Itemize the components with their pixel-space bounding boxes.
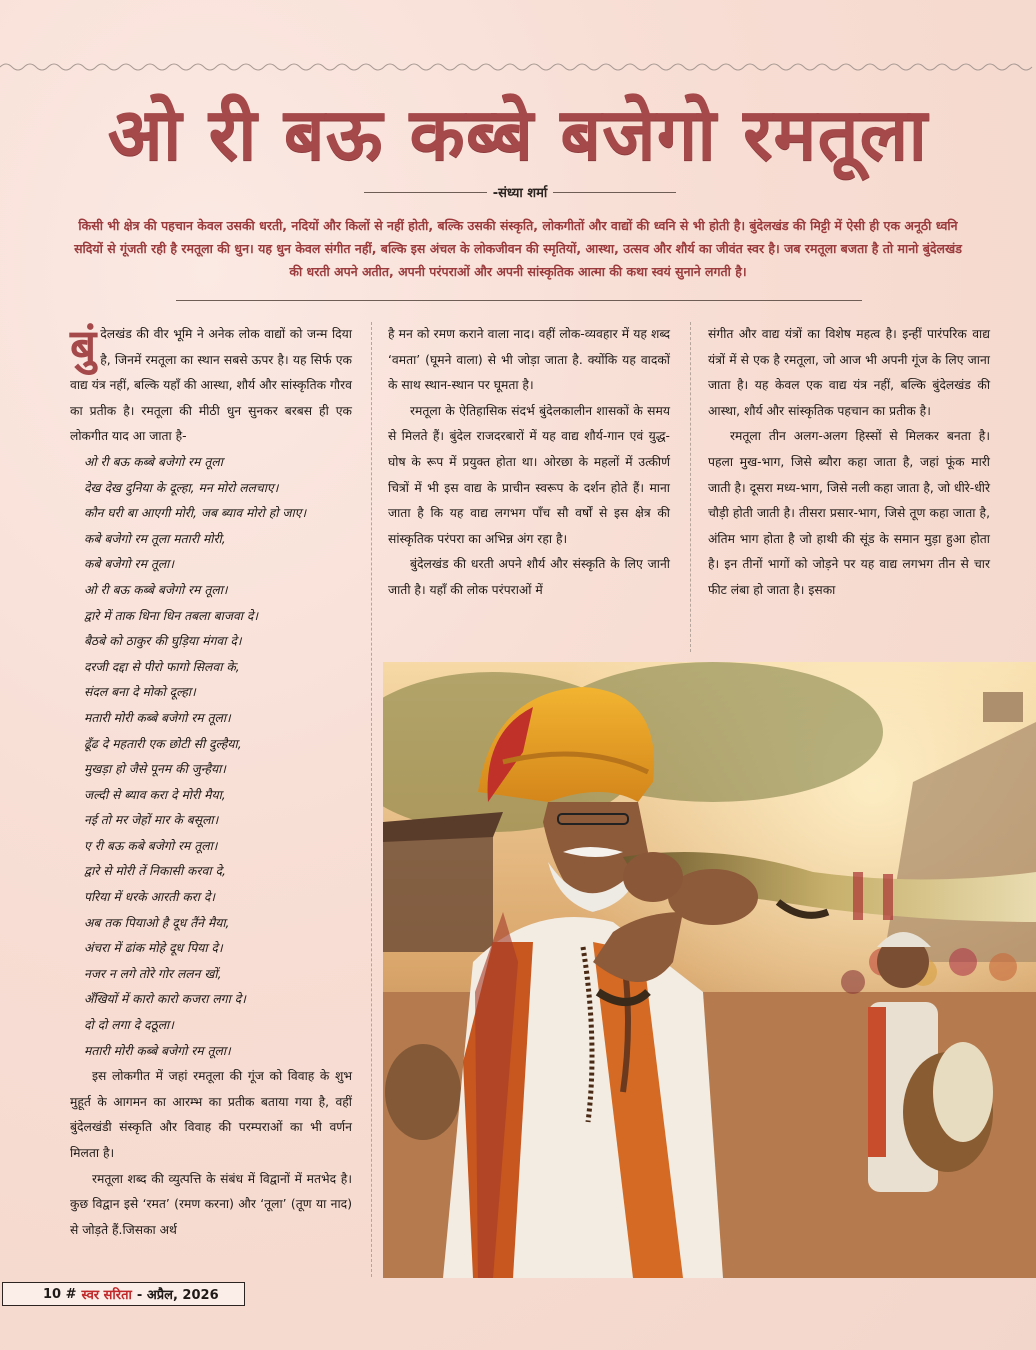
body-paragraph: इस लोकगीत में जहां रमतूला की गूंज को विवाह के शुभ मुहूर्त के आगमन का आरम्भ का प्रतीक बताया गया है, वहीं बुंदेलखंडी संस्कृति और विवाह की परम्पराओं का भी वर्णन मिलता है। bbox=[70, 1069, 352, 1160]
poem-line: जल्दी से ब्याव करा दे मोरी मैया, bbox=[84, 787, 226, 802]
column-divider-1 bbox=[371, 322, 372, 1277]
poem-line: अब तक पियाओ है दूध तैंने मैया, bbox=[84, 915, 230, 930]
issue-date: - अप्रैल, 2026 bbox=[136, 1288, 219, 1303]
column-1 bbox=[70, 319, 352, 1243]
body-paragraph: बुंदेलखंड की धरती अपने शौर्य और संस्कृति के लिए जानी जाती है। यहाँ की लोक परंपराओं में bbox=[388, 557, 670, 597]
body-paragraph: रमतूला के ऐतिहासिक संदर्भ बुंदेलकालीन शासकों के समय से मिलते हैं। बुंदेल राजदरबारों में यह वाद्य शौर्य-गान एवं युद्ध-घोष के रूप में प्रयुक्त होता था। ओरछा के महलों में उत्कीर्ण चित्रों में भी इस वाद्य के प्राचीन स्वरूप के दर्शन होते हैं। माना जाता है कि यह वाद्य लगभग पाँच सौ वर्षों से इस क्षेत्र की सांस्कृतिक परंपरा का अभिन्न अंग रहा है। bbox=[388, 403, 670, 546]
poem-line: दरजी दद्दा से पीरो फागो सिलवा के, bbox=[84, 659, 240, 674]
byline-left-rule bbox=[364, 192, 487, 193]
column-divider-2 bbox=[690, 322, 691, 652]
poem-line: मुखड़ा हो जैसे पूनम की जुन्हैया। bbox=[84, 762, 226, 777]
page-number: 10 # bbox=[43, 1286, 77, 1302]
photo-illustration bbox=[383, 662, 1036, 1278]
intro-divider bbox=[176, 300, 862, 301]
page-footer bbox=[2, 1282, 245, 1306]
poem-line: ए री बऊ कबे बजेगो रम तूला। bbox=[84, 838, 218, 853]
poem-line: अंचरा में ढांक मोहे दूध पिया दे। bbox=[84, 941, 223, 956]
top-wave-border bbox=[0, 60, 1036, 74]
byline-right-rule bbox=[553, 192, 676, 193]
body-paragraph: संगीत और वाद्य यंत्रों का विशेष महत्व है। इन्हीं पारंपरिक वाद्य यंत्रों में से एक है रमतूला, जो आज भी अपनी गूंज के लिए जाना जाता है। यह केवल एक वाद्य यंत्र नहीं, बल्कि बुंदेलखंड की आस्था, शौर्य और सांस्कृतिक पहचान का प्रतीक है। bbox=[708, 327, 990, 418]
magazine-name: स्वर सरिता bbox=[81, 1288, 132, 1303]
poem-line: कबे बजेगो रम तूला मतारी मोरी, bbox=[84, 531, 226, 546]
poem-line: अँखियों में कारो कारो कजरा लगा दे। bbox=[84, 992, 246, 1007]
poem-line: मतारी मोरी कब्बे बजेगो रम तूला। bbox=[84, 710, 231, 725]
poem-line: ओ री बऊ कब्बे बजेगो रम तूला bbox=[84, 454, 223, 469]
author-byline: -संध्या शर्मा bbox=[492, 186, 548, 201]
poem-line: कबे बजेगो रम तूला। bbox=[84, 557, 175, 572]
poem-line: द्वारे में ताक धिना धिन तबला बाजवा दे। bbox=[84, 608, 259, 623]
poem-line: परिया में धरके आरती करा दे। bbox=[84, 890, 216, 905]
poem-line: ढूँढ दे महतारी एक छोटी सी दुल्हैया, bbox=[84, 736, 242, 751]
poem-line: दो दो लगा दे दठूला। bbox=[84, 1018, 174, 1033]
column-2 bbox=[388, 322, 670, 604]
poem-line: कौन घरी बा आएगी मोरी, जब ब्याव मोरो हो जाए। bbox=[84, 506, 307, 521]
opening-text: देलखंड की वीर भूमि ने अनेक लोक वाद्यों को जन्म दिया है, जिनमें रमतूला का स्थान सबसे ऊपर है। यह सिर्फ एक वाद्य यंत्र नहीं, बल्कि यहाँ की आस्था, शौर्य और सांस्कृतिक गौरव का प्रतीक है। रमतूला की मीठी धुन सुनकर बरबस ही एक लोकगीत याद आ जाता है- bbox=[70, 327, 352, 444]
poem-line: ओ री बऊ कब्बे बजेगो रम तूला। bbox=[84, 582, 228, 597]
opening-paragraph bbox=[70, 319, 352, 450]
drop-cap: बुं bbox=[70, 319, 97, 373]
poem-line: नई तो मर जेहों मार के बसूला। bbox=[84, 813, 219, 828]
column-3 bbox=[708, 322, 990, 604]
body-paragraph: रमतूला तीन अलग-अलग हिस्सों से मिलकर बनता है। पहला मुख-भाग, जिसे ब्यौरा कहा जाता है, जहां फूंक मारी जाती है। दूसरा मध्य-भाग, जिसे नली कहा जाता है, जो धीरे-धीरे चौड़ी होती जाती है। तीसरा प्रसार-भाग, जिसे तूण कहा जाता है, अंतिम भाग होता है जो हाथी की सूंड के समान मुड़ा हुआ होता है। इन तीनों भागों को जोड़ने पर यह वाद्य लगभग तीन से चार फीट लंबा हो जाता है। इसका bbox=[708, 429, 990, 597]
poem-line: मतारी मोरी कब्बे बजेगो रम तूला। bbox=[84, 1043, 231, 1058]
body-paragraph: रमतूला शब्द की व्युत्पत्ति के संबंध में विद्वानों में मतभेद है। कुछ विद्वान इसे ‘रमत’ (रमण करना) और ‘तूला’ (तूण या नाद) से जोड़ते हैं.जिसका अर्थ bbox=[70, 1171, 352, 1237]
byline-row bbox=[364, 182, 676, 202]
poem-line: नजर न लगे तोरे गोर ललन खों, bbox=[84, 966, 222, 981]
poem-line: द्वारे से मोरी तें निकासी करवा दे, bbox=[84, 864, 226, 879]
ramtula-player-photo bbox=[383, 662, 1036, 1278]
poem-line: बैठबे को ठाकुर की घुड़िया मंगवा दे। bbox=[84, 634, 242, 649]
poem-line: संदल बना दे मोको दूल्हा। bbox=[84, 685, 196, 700]
poem-line: देख देख दुनिया के दूल्हा, मन मोरो ललचाए। bbox=[84, 480, 279, 495]
body-paragraph: है मन को रमण कराने वाला नाद। वहीं लोक-व्यवहार में यह शब्द ‘वमता’ (घूमने वाला) से भी जोड़ा जाता है. क्योंकि यह वादकों के साथ स्थान-स्थान पर घूमता है। bbox=[388, 327, 670, 393]
article-title: ओ री बऊ कब्बे बजेगो रमतूला bbox=[107, 92, 929, 176]
article-intro: किसी भी क्षेत्र की पहचान केवल उसकी धरती, नदियों और किलों से नहीं होती, बल्कि उसकी संस्कृति, लोकगीतों और वाद्यों की ध्वनि से भी होती है। बुंदेलखंड की मिट्टी में ऐसी ही एक अनूठी ध्वनि सदियों से गूंजती रही है रमतूला की धुन। यह धुन केवल संगीत नहीं, बल्कि इस अंचल के लोकजीवन की स्मृतियों, आस्था, उत्सव और शौर्य का जीवंत स्वर है। जब रमतूला बजता है तो मानो बुंदेलखंड की धरती अपने अतीत, अपनी परंपराओं और अपनी सांस्कृतिक आत्मा की कथा स्वयं सुनाने लगती है। bbox=[74, 218, 962, 279]
folk-song bbox=[70, 450, 352, 1064]
